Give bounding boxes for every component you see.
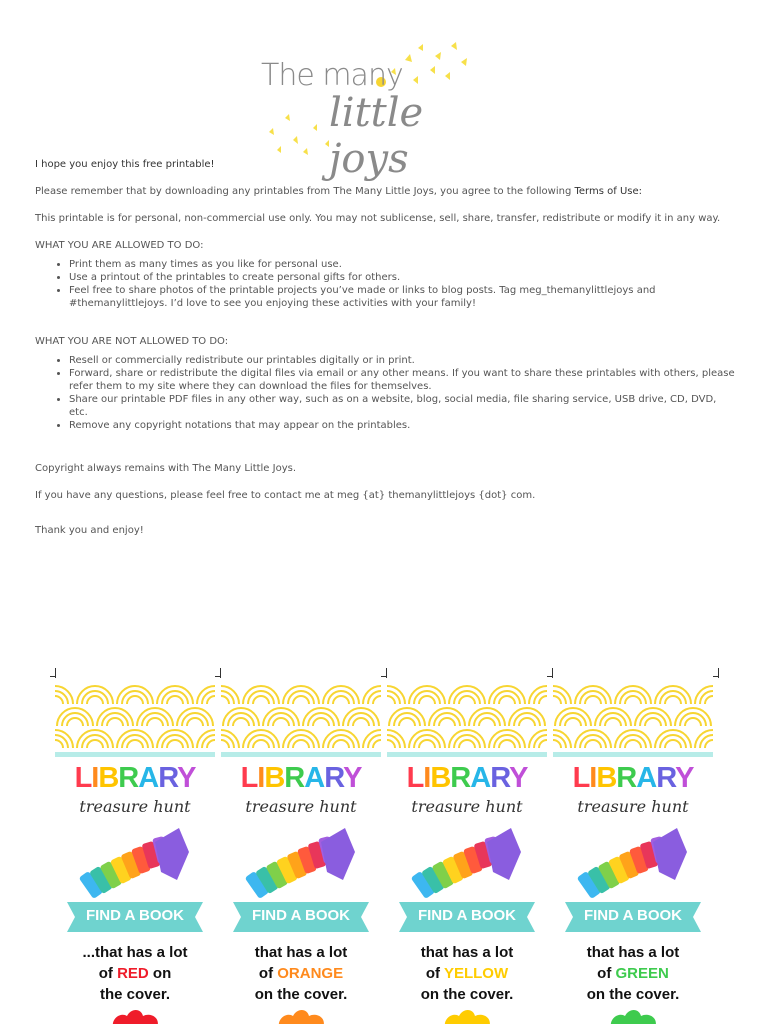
clue-text (553, 942, 713, 1005)
library-title (387, 762, 547, 795)
clue-prefix: of (425, 965, 444, 982)
book-stack-icon (409, 822, 525, 902)
bookmark-card (387, 682, 547, 1024)
treasure-hunt-subtitle: treasure hunt (411, 797, 523, 816)
clue-prefix: of (258, 965, 278, 982)
crop-mark (381, 676, 387, 677)
clue-prefix: of (597, 965, 616, 982)
clue-suffix: on (148, 965, 172, 982)
site-logo (255, 40, 505, 182)
library-title (553, 762, 713, 795)
clue-color-word: ORANGE (277, 965, 344, 982)
library-letter: R (656, 762, 676, 794)
list-item: • Resell or commercially redistribute our printables digitally or in print. (69, 354, 735, 367)
paint-splat-icon (439, 1008, 495, 1024)
list-item: • Share our printable PDF files in any other way, such as on a website, blog, social media, file sharing service, USB drive, CD, DVD, etc. (69, 393, 735, 419)
clue-line: on the cover. (420, 986, 514, 1003)
list-item: • Forward, share or redistribute the digital files via email or any other means. If you want to share these printables with others, please refer them to my site where they can download the files for themselves. (69, 367, 735, 393)
book-stack-icon (575, 822, 691, 902)
scale-pattern (387, 682, 547, 754)
library-letter: R (324, 762, 344, 794)
not-allowed-list (35, 354, 735, 432)
library-letter: I (423, 762, 431, 794)
banner-label: FIND A BOOK (85, 907, 185, 924)
library-letter: B (264, 762, 285, 794)
library-letter: A (636, 762, 657, 794)
clue-color-word: YELLOW (443, 965, 509, 982)
clue-text (221, 942, 381, 1005)
clue-text (55, 942, 215, 1005)
crop-mark (50, 676, 56, 677)
clue-prefix: of (98, 965, 118, 982)
intro-remember-text: Please remember that by downloading any printables from The Many Little Joys, you agree to the following (35, 186, 575, 197)
bookmark-sheet (55, 668, 725, 1024)
library-letter: L (572, 762, 590, 794)
list-item: • Feel free to share photos of the printable projects you’ve made or links to blog posts. Tag meg_themanylittlejoys and #themanylittlejoys. I’d love to see you enjoying these activities with your family! (69, 284, 735, 310)
bookmark-card (55, 682, 215, 1024)
library-letter: Y (177, 762, 196, 794)
copyright-note: Copyright always remains with The Many Little Joys. (35, 463, 297, 474)
library-letter: B (430, 762, 451, 794)
library-letter: I (257, 762, 265, 794)
not-allowed-heading: WHAT YOU ARE NOT ALLOWED TO DO: (35, 336, 229, 347)
terms-of-use-label: Terms of Use: (574, 186, 642, 197)
teal-divider (221, 752, 381, 757)
terms-document (35, 158, 735, 537)
library-letter: B (596, 762, 617, 794)
paint-splat-icon (273, 1008, 329, 1024)
library-title (221, 762, 381, 795)
clue-text (387, 942, 547, 1005)
book-stack-icon (77, 822, 193, 902)
scale-pattern (221, 682, 381, 754)
clue-line: the cover. (99, 986, 171, 1003)
clue-line: that has a lot (420, 944, 514, 961)
clue-line (387, 963, 547, 984)
library-letter: R (490, 762, 510, 794)
library-letter: R (118, 762, 139, 794)
library-letter: L (406, 762, 424, 794)
intro-hope: I hope you enjoy this free printable! (35, 159, 215, 170)
treasure-hunt-subtitle: treasure hunt (577, 797, 689, 816)
logo-text-line1: The many (261, 58, 403, 93)
treasure-hunt-subtitle: treasure hunt (245, 797, 357, 816)
thanks-note: Thank you and enjoy! (35, 525, 144, 536)
crop-mark (713, 676, 719, 677)
intro-remember (35, 185, 735, 198)
library-letter: R (450, 762, 471, 794)
book-stack-icon (243, 822, 359, 902)
library-letter: R (284, 762, 305, 794)
clue-color-word: RED (117, 965, 149, 982)
bookmark-card (553, 682, 713, 1024)
teal-divider (387, 752, 547, 757)
clue-line: on the cover. (586, 986, 680, 1003)
logo-text-line2: little joys (329, 90, 424, 182)
banner-label: FIND A BOOK (583, 907, 683, 924)
clue-line (221, 963, 381, 984)
list-item: • Print them as many times as you like for personal use. (69, 258, 735, 271)
scale-pattern (55, 682, 215, 754)
library-letter: L (240, 762, 258, 794)
clue-line: that has a lot (254, 944, 348, 961)
library-letter: Y (343, 762, 362, 794)
allowed-list (35, 258, 735, 310)
allowed-heading: WHAT YOU ARE ALLOWED TO DO: (35, 240, 204, 251)
library-title (55, 762, 215, 795)
library-letter: L (74, 762, 92, 794)
paint-splat-icon (107, 1008, 163, 1024)
library-letter: A (138, 762, 159, 794)
library-letter: Y (675, 762, 694, 794)
library-letter: I (589, 762, 597, 794)
library-letter: A (304, 762, 325, 794)
bookmark-card (221, 682, 381, 1024)
clue-line: ...that has a lot (82, 944, 188, 961)
banner-label: FIND A BOOK (251, 907, 351, 924)
list-item: • Use a printout of the printables to create personal gifts for others. (69, 271, 735, 284)
clue-line (55, 963, 215, 984)
scale-pattern (553, 682, 713, 754)
clue-line: that has a lot (586, 944, 680, 961)
banner-label: FIND A BOOK (417, 907, 517, 924)
crop-mark (215, 676, 221, 677)
teal-divider (553, 752, 713, 757)
library-letter: I (91, 762, 99, 794)
clue-color-word: GREEN (615, 965, 669, 982)
treasure-hunt-subtitle: treasure hunt (79, 797, 191, 816)
library-letter: A (470, 762, 491, 794)
list-item: • Remove any copyright notations that may appear on the printables. (69, 419, 735, 432)
clue-line: on the cover. (254, 986, 348, 1003)
library-letter: B (98, 762, 119, 794)
intro-personal-use: This printable is for personal, non-commercial use only. You may not sublicense, sell, share, transfer, redistribute or modify it in any way. (35, 213, 721, 224)
clue-line (553, 963, 713, 984)
library-letter: Y (509, 762, 528, 794)
library-letter: R (158, 762, 178, 794)
library-letter: R (616, 762, 637, 794)
crop-mark (547, 676, 553, 677)
paint-splat-icon (605, 1008, 661, 1024)
contact-note: If you have any questions, please feel free to contact me at meg {at} themanylittlejoys {dot} com. (35, 490, 536, 501)
teal-divider (55, 752, 215, 757)
